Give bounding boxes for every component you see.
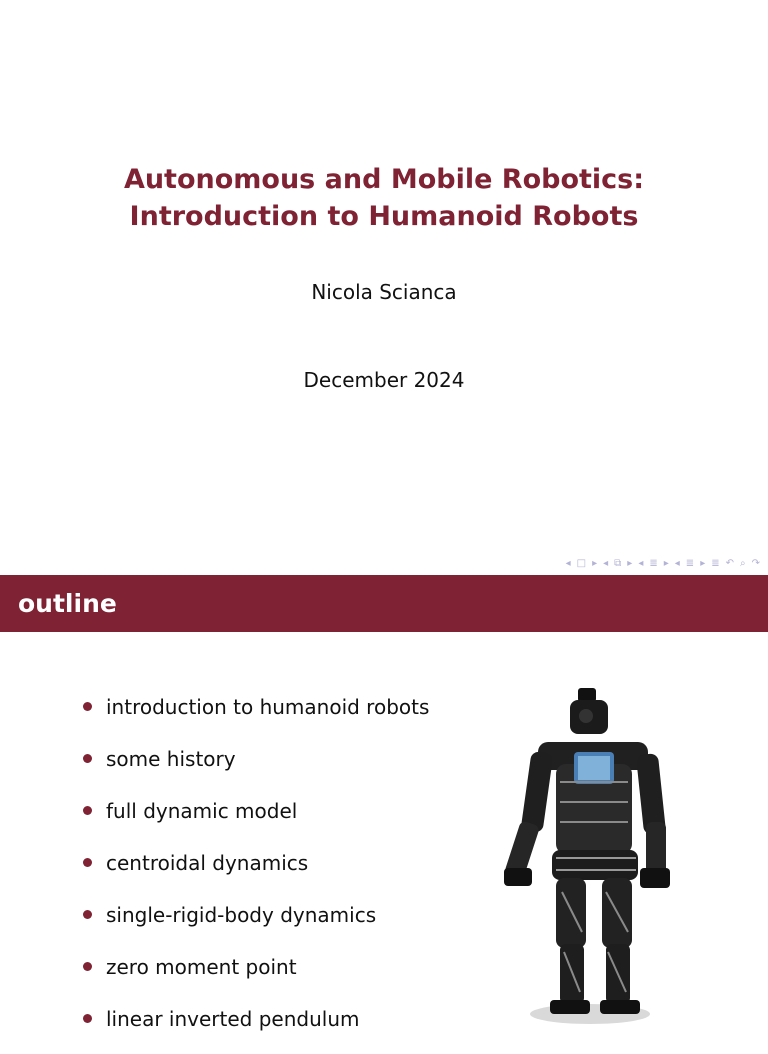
bullet-dot [83, 1014, 92, 1023]
bullet-dot [83, 754, 92, 763]
list-item [80, 1002, 429, 1054]
return-icon[interactable]: ↶ [725, 558, 734, 569]
list-item [80, 794, 429, 846]
bullet-dot [83, 806, 92, 815]
frame-next-icon[interactable]: ▸ [592, 558, 598, 569]
slide-title-line2: Introduction to Humanoid Robots [129, 201, 639, 232]
appendix-prev-icon[interactable]: ◂ [674, 558, 680, 569]
list-item [80, 846, 429, 898]
align-icon[interactable]: ≣ [711, 558, 720, 569]
search-icon[interactable]: ⌕ [740, 558, 746, 569]
list-item-label: linear inverted pendulum [106, 1007, 360, 1031]
subsection-icon[interactable]: ⧉ [614, 558, 622, 569]
list-item-label: single-rigid-body dynamics [106, 903, 377, 927]
outline-header-bar [0, 575, 768, 632]
humanoid-robot-image [490, 682, 690, 1024]
list-item [80, 898, 429, 950]
section-next-icon[interactable]: ▸ [663, 558, 669, 569]
list-item-label: zero moment point [106, 955, 297, 979]
list-item [80, 690, 429, 742]
section-prev-icon[interactable]: ◂ [638, 558, 644, 569]
appendix-icon[interactable]: ≣ [685, 558, 695, 569]
list-item-label: centroidal dynamics [106, 851, 309, 875]
subsection-next-icon[interactable]: ▸ [627, 558, 633, 569]
presentation-date: December 2024 [303, 368, 465, 392]
list-item [80, 950, 429, 1002]
bullet-dot [83, 910, 92, 919]
bullet-dot [83, 962, 92, 971]
beamer-navigation-bar [566, 557, 760, 571]
list-item [80, 742, 429, 794]
outline-list [80, 690, 429, 1054]
section-icon[interactable]: ≣ [649, 558, 658, 569]
appendix-next-icon[interactable]: ▸ [700, 558, 706, 569]
subsection-prev-icon[interactable]: ◂ [603, 558, 609, 569]
list-item-label: some history [106, 747, 236, 771]
slide-title-line1: Autonomous and Mobile Robotics: [123, 164, 645, 195]
frame-icon[interactable]: □ [576, 558, 587, 569]
frame-prev-icon[interactable]: ◂ [565, 558, 571, 569]
outline-title: outline [18, 589, 117, 618]
list-item-label: introduction to humanoid robots [106, 695, 430, 719]
forward-icon[interactable]: ↷ [751, 558, 760, 569]
bullet-dot [83, 702, 92, 711]
bullet-dot [83, 858, 92, 867]
author-name: Nicola Scianca [311, 280, 457, 304]
list-item-label: full dynamic model [106, 799, 298, 823]
